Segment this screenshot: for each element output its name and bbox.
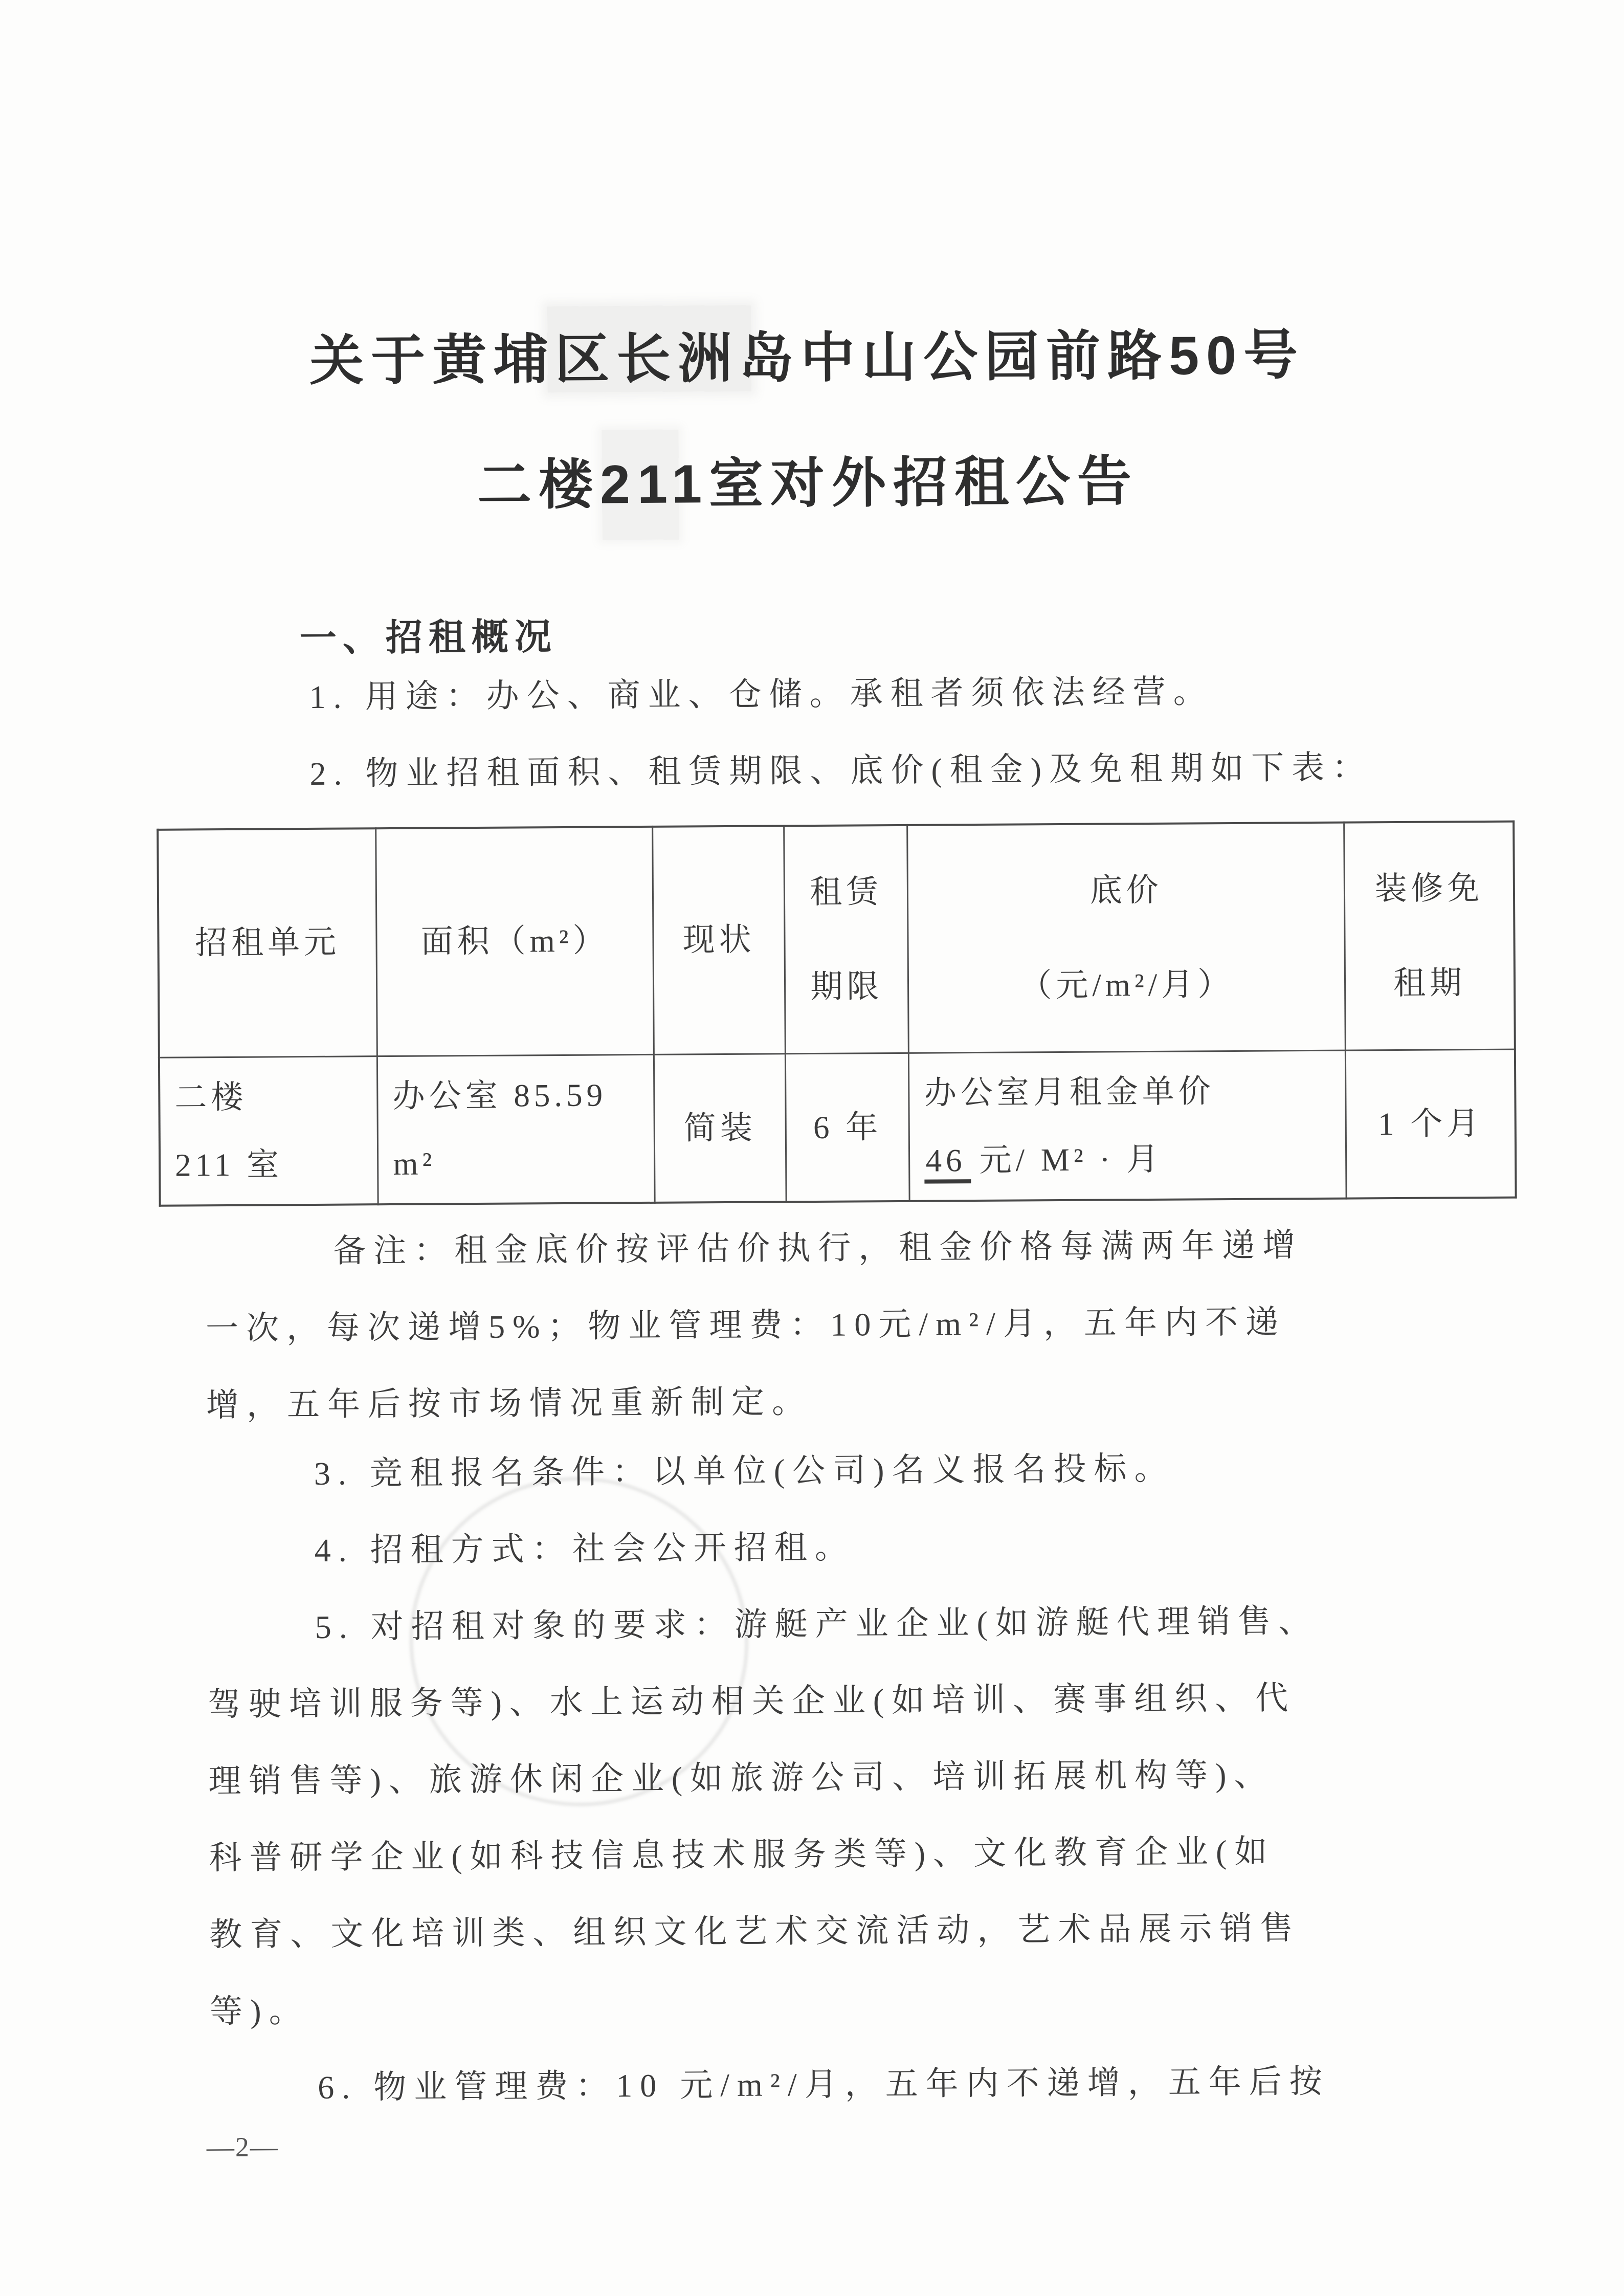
body-line-item2: 2. 物业招租面积、租赁期限、底价(租金)及免租期如下表： <box>309 749 1373 792</box>
price-unit-text: 元/ M² · 月 <box>979 1141 1163 1178</box>
notes-line: 增，五年后按市场情况重新制定。 <box>206 1383 813 1424</box>
header-cell-condition <box>653 826 786 1054</box>
header-text: 面积（m²） <box>420 922 609 960</box>
notes-line: 一次，每次递增5%；物业管理费：10元/m²/月，五年内不递 <box>205 1304 1286 1347</box>
document-title <box>0 291 1620 551</box>
body-line-item5-end: 等)。 <box>210 1993 309 2030</box>
cell-unit <box>159 1056 379 1206</box>
cell-text: 6 年 <box>813 1109 882 1145</box>
header-text: 租期 <box>1393 964 1466 1001</box>
numbered-items <box>206 1428 1540 2127</box>
cell-text: 1 个月 <box>1377 1105 1483 1142</box>
body-line-item5-cont: 驾驶培训服务等)、水上运动相关企业(如培训、赛事组织、代 <box>208 1680 1296 1723</box>
header-text: 底价 <box>1089 872 1163 909</box>
body-line-item5: 5. 对招租对象的要求：游艇产业企业(如游艇代理销售、 <box>315 1602 1319 1645</box>
cell-text: 办公室 85.59 <box>392 1077 607 1114</box>
header-text: 期限 <box>810 968 883 1005</box>
cell-text: m² <box>393 1145 436 1182</box>
intro-paragraphs <box>202 651 1532 813</box>
page-number-footer: —2— <box>206 2131 279 2163</box>
table-header-row <box>158 822 1515 1057</box>
section-heading: 一、招租概况 <box>299 616 558 659</box>
body-line-item4: 4. 招租方式：社会公开招租。 <box>314 1529 855 1569</box>
cell-area <box>377 1054 655 1204</box>
header-text: 租赁 <box>810 873 883 910</box>
header-cell-unit <box>158 828 377 1057</box>
header-text: 招租单元 <box>194 924 341 961</box>
body-line-item5-cont: 教育、文化培训类、组织文化艺术交流活动，艺术品展示销售 <box>209 1910 1301 1953</box>
lease-info-table <box>157 821 1517 1207</box>
cell-text <box>910 1124 1345 1194</box>
cell-text: 211 室 <box>174 1146 283 1183</box>
header-cell-area <box>376 827 654 1056</box>
underlined-price-value: 46 <box>924 1142 971 1184</box>
header-cell-term <box>784 825 909 1053</box>
cell-text: 简装 <box>683 1110 757 1146</box>
title-line-2: 二楼211室对外招租公告 <box>477 451 1139 516</box>
header-cell-price <box>907 823 1345 1053</box>
cell-text: 办公室月租金单价 <box>924 1073 1215 1111</box>
body-line-item5-cont: 理销售等)、旅游休闲企业(如旅游公司、培训拓展机构等)、 <box>208 1756 1275 1800</box>
header-text: （元/m²/月） <box>1019 966 1234 1004</box>
body-line-item1: 1. 用途：办公、商业、仓储。承租者须依法经营。 <box>309 673 1214 715</box>
title-line-1: 关于黄埔区长洲岛中山公园前路50号 <box>309 325 1305 391</box>
cell-term <box>786 1053 910 1202</box>
body-line-item3: 3. 竞租报名条件：以单位(公司)名义报名投标。 <box>314 1450 1175 1492</box>
cell-text: 二楼 <box>174 1079 248 1116</box>
cell-condition <box>654 1053 786 1203</box>
cell-price <box>909 1050 1346 1201</box>
table-data-row <box>159 1049 1516 1206</box>
notes-line: 备注：租金底价按评估价执行，租金价格每满两年递增 <box>332 1227 1303 1269</box>
header-text: 现状 <box>682 921 755 958</box>
body-line-item5-cont: 科普研学企业(如科技信息技术服务类等)、文化教育企业(如 <box>209 1833 1275 1876</box>
cell-rent-free <box>1345 1049 1516 1199</box>
body-line-item6: 6. 物业管理费：10 元/m²/月，五年内不递增，五年后按 <box>317 2063 1330 2106</box>
header-text: 装修免 <box>1374 870 1484 907</box>
notes-paragraph <box>205 1205 1537 1444</box>
header-cell-renovation <box>1344 822 1515 1050</box>
